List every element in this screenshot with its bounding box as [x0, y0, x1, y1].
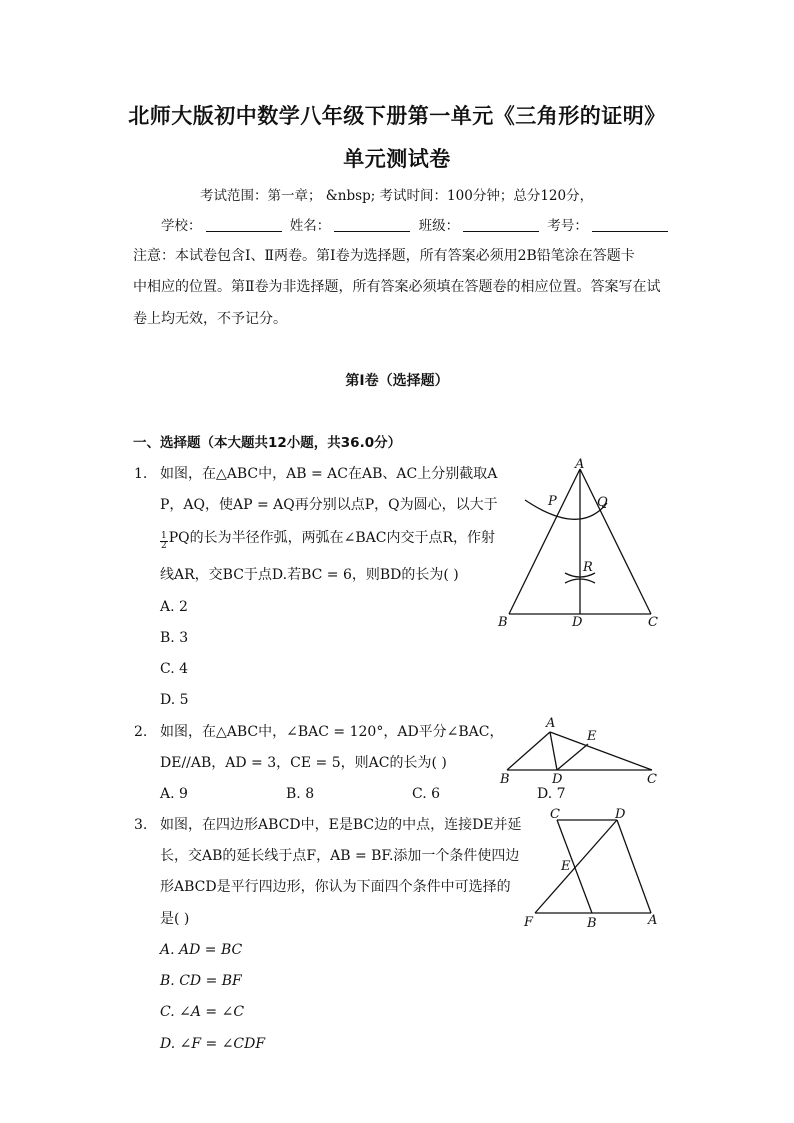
- label-a: A: [648, 913, 658, 928]
- label-c: C: [648, 615, 658, 630]
- option-b[interactable]: B. CD = BF: [160, 973, 242, 989]
- question-line: 形ABCD是平行四边形，你认为下面四个条件中可选择的: [160, 879, 511, 895]
- label-d: D: [572, 615, 583, 630]
- option-c[interactable]: C. ∠A = ∠C: [160, 1004, 245, 1020]
- question-line: 如图，在△ABC中，∠BAC = 120°，AD平分∠BAC，: [160, 724, 504, 740]
- section1-title: 一、选择题（本大题共12小题，共36.0分）: [133, 435, 402, 451]
- class-label: 班级：: [418, 218, 460, 234]
- label-e: E: [587, 729, 597, 744]
- document-title-line1: 北师大版初中数学八年级下册第一单元《三角形的证明》: [128, 104, 666, 128]
- document-title-line2: 单元测试卷: [343, 147, 451, 171]
- number-label: 考号：: [547, 218, 588, 234]
- option-a[interactable]: A. AD = BC: [160, 942, 243, 958]
- label-d: D: [615, 807, 626, 822]
- label-q: Q: [597, 495, 608, 510]
- school-label: 学校：: [161, 218, 202, 234]
- class-blank[interactable]: [463, 217, 539, 232]
- side-ab: [507, 732, 550, 770]
- question-line-with-fraction: $\frac{1}{2}$ PQ的长为半径作弧，两弧在∠BAC内交于点R，作射: [161, 530, 496, 551]
- figure-q1-triangle: [495, 455, 665, 635]
- side-da: [617, 820, 651, 913]
- label-r: R: [583, 560, 593, 575]
- label-d: D: [552, 772, 563, 787]
- question-line: P，AQ，使AP = AQ再分别以点P，Q为圆心，以大于: [160, 497, 498, 513]
- notice-line2: 中相应的位置。第Ⅱ卷为非选择题，所有答案必须填在答题卷的相应位置。答案写在试: [133, 279, 661, 295]
- name-label: 姓名：: [289, 218, 331, 234]
- option-b[interactable]: B. 8: [286, 786, 315, 802]
- student-fields: [161, 214, 672, 234]
- segment-df: [535, 820, 617, 913]
- side-ac: [550, 732, 652, 770]
- number-blank[interactable]: [592, 217, 668, 232]
- school-blank[interactable]: [206, 217, 282, 232]
- label-c: C: [550, 807, 560, 822]
- part1-title: 第Ⅰ卷（选择题）: [345, 373, 449, 389]
- label-b: B: [587, 916, 597, 930]
- label-a: A: [575, 457, 585, 472]
- segment-de: [557, 744, 588, 770]
- segment-ad: [550, 732, 557, 770]
- label-p: P: [548, 494, 557, 509]
- notice-line3: 卷上均无效，不予记分。: [133, 311, 287, 327]
- label-b: B: [500, 772, 510, 787]
- option-d[interactable]: D. 5: [160, 692, 189, 708]
- label-f: F: [524, 915, 534, 930]
- option-b[interactable]: B. 3: [160, 630, 189, 646]
- label-a: A: [546, 716, 556, 731]
- name-blank[interactable]: [334, 217, 410, 232]
- label-b: B: [498, 615, 508, 630]
- option-c[interactable]: C. 4: [160, 661, 189, 677]
- question-line: 是( ): [160, 911, 190, 927]
- question-number: 3.: [134, 817, 148, 833]
- question-number: 2.: [134, 724, 148, 740]
- label-e: E: [561, 859, 571, 874]
- arc-pq: [525, 500, 607, 519]
- side-ab: [509, 469, 580, 614]
- option-d[interactable]: D. ∠F = ∠CDF: [160, 1036, 266, 1052]
- option-c[interactable]: C. 6: [412, 786, 441, 802]
- fraction-one-half: $\frac{1}{2}$: [161, 531, 167, 551]
- exam-info: 考试范围：第一章； &nbsp; 考试时间：100分钟；总分120分，: [200, 188, 594, 204]
- option-d[interactable]: D. 7: [537, 786, 566, 802]
- label-c: C: [647, 772, 657, 787]
- option-a[interactable]: A. 2: [160, 599, 188, 615]
- notice-line1: 注意：本试卷包含Ⅰ、Ⅱ两卷。第Ⅰ卷为选择题，所有答案必须用2B铅笔涂在答题卡: [133, 248, 635, 264]
- question-line: 线AR，交BC于点D.若BC = 6，则BD的长为( ): [160, 567, 459, 583]
- question-line: 如图，在四边形ABCD中，E是BC边的中点，连接DE并延: [160, 817, 522, 833]
- question-line: 长，交AB的延长线于点F，AB = BF.添加一个条件使四边: [160, 848, 520, 864]
- side-ac: [580, 469, 651, 614]
- question-number: 1.: [134, 466, 148, 482]
- question-line: DE//AB，AD = 3，CE = 5，则AC的长为( ): [160, 755, 447, 771]
- figure-q2-triangle: [495, 712, 665, 788]
- figure-q3-quadrilateral: [515, 800, 665, 930]
- option-a[interactable]: A. 9: [160, 786, 188, 802]
- question-line: 如图，在△ABC中，AB = AC在AB、AC上分别截取A: [160, 466, 498, 482]
